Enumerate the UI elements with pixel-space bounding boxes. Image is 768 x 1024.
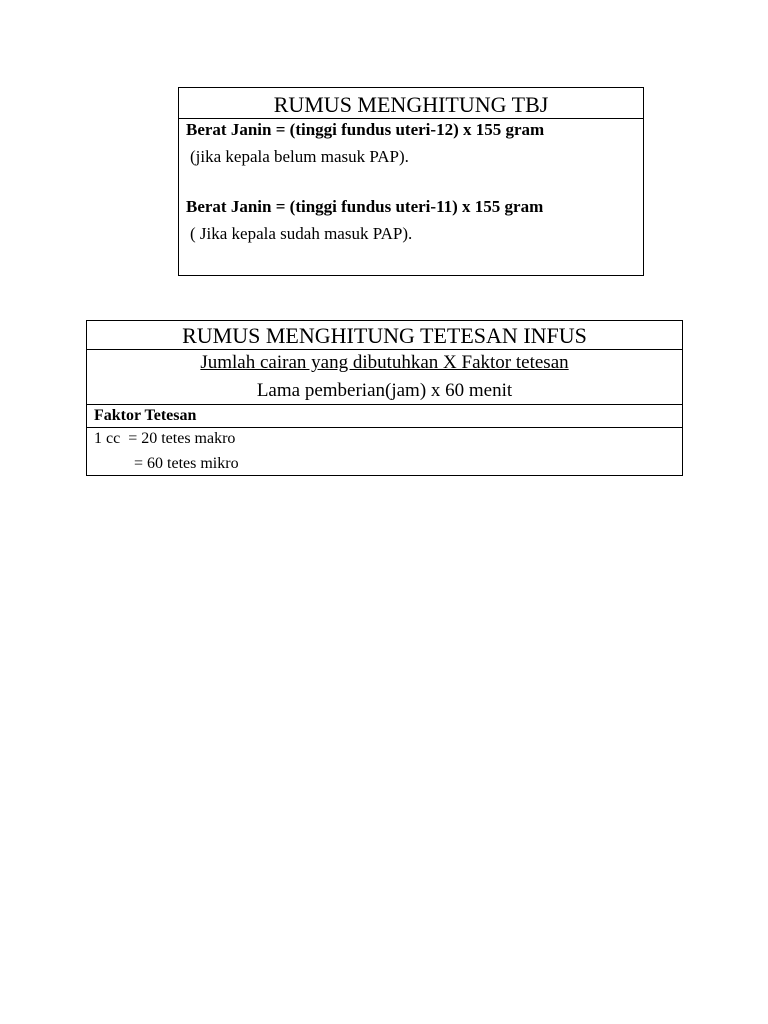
tbj-formula-head-not-engaged: Berat Janin = (tinggi fundus uteri-12) x 155 gram (186, 120, 545, 139)
faktor-mikro: = 60 tetes mikro (134, 455, 239, 472)
tbj-formula-head-engaged: Berat Janin = (tinggi fundus uteri-11) x 155 gram (186, 197, 544, 216)
infus-numerator-text: Jumlah cairan yang dibutuhkan X Faktor tetesan (200, 352, 569, 373)
faktor-tetesan-label: Faktor Tetesan (87, 405, 682, 428)
tbj-formula-box (178, 87, 644, 276)
faktor-tetesan-values (87, 428, 682, 475)
infus-formula (87, 350, 682, 405)
tbj-title: RUMUS MENGHITUNG TBJ (179, 88, 643, 119)
infus-title: RUMUS MENGHITUNG TETESAN INFUS (87, 321, 682, 350)
infus-formula-box (86, 320, 683, 476)
faktor-makro: 1 cc = 20 tetes makro (94, 430, 236, 447)
tbj-note-engaged: ( Jika kepala sudah masuk PAP). (190, 224, 413, 243)
infus-formula-numerator (87, 351, 682, 375)
tbj-note-not-engaged: (jika kepala belum masuk PAP). (190, 147, 409, 166)
infus-formula-denominator: Lama pemberian(jam) x 60 menit (256, 380, 513, 401)
